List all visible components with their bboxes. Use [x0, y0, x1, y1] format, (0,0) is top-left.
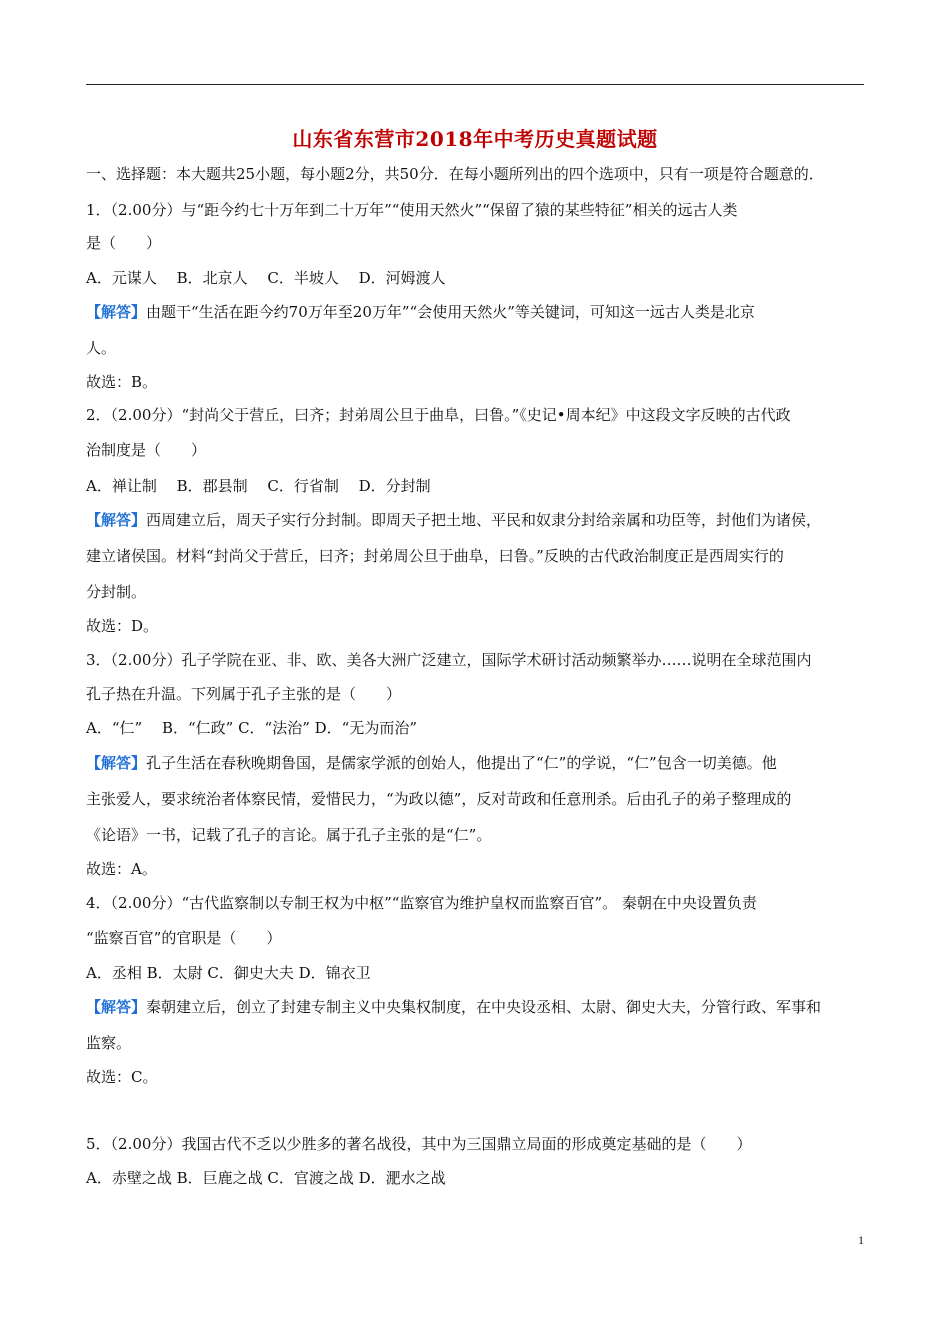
question-2-options: A．禅让制 B．郡县制 C．行省制 D．分封制 — [86, 477, 431, 495]
question-2-answer: 故选：D。 — [86, 617, 159, 635]
question-2-explanation: 【解答】西周建立后，周天子实行分封制。即周天子把土地、平民和奴隶分封给亲属和功臣等，封他们为诸侯， — [86, 511, 822, 529]
answer-tag: 【解答】 — [86, 998, 147, 1016]
question-1-answer: 故选：B。 — [86, 373, 158, 391]
question-4-explanation-cont: 监察。 — [86, 1034, 132, 1052]
question-2-stem: 2．（2.00分）“封尚父于营丘，曰齐；封弟周公旦于曲阜，曰鲁。”《史记•周本纪》中这段文字反映的古代政 — [86, 406, 791, 424]
question-1-stem-cont: 是（ ） — [86, 234, 162, 252]
question-4-stem-cont: “监察百官”的官职是（ ） — [86, 929, 282, 947]
question-4-stem: 4．（2.00分）“古代监察制以专制王权为中枢”“监察官为维护皇权而监察百官”。 秦朝在中央设置负责 — [86, 894, 757, 912]
question-1-explanation-cont: 人。 — [86, 339, 117, 357]
question-3-explanation: 【解答】孔子生活在春秋晚期鲁国，是儒家学派的创始人，他提出了“仁”的学说，“仁”包含一切美德。他 — [86, 754, 777, 772]
question-1-stem: 1．（2.00分）与“距今约七十万年到二十万年”“使用天然火”“保留了猿的某些特征”相关的远古人类 — [86, 201, 738, 219]
question-2-stem-cont: 治制度是（ ） — [86, 441, 207, 459]
page-number: 1 — [858, 1233, 864, 1247]
answer-tag: 【解答】 — [86, 511, 147, 529]
page-title: 山东省东营市2018年中考历史真题试题 — [292, 127, 658, 151]
answer-tag: 【解答】 — [86, 303, 147, 321]
question-3-stem: 3．（2.00分）孔子学院在亚、非、欧、美各大洲广泛建立，国际学术研讨活动频繁举办……说明在全球范围内 — [86, 651, 812, 669]
question-3-stem-cont: 孔子热在升温。下列属于孔子主张的是（ ） — [86, 685, 402, 703]
question-2-explanation-cont: 分封制。 — [86, 583, 147, 601]
question-4-explanation: 【解答】秦朝建立后，创立了封建专制主义中央集权制度，在中央设丞相、太尉、御史大夫，分管行政、军事和 — [86, 998, 822, 1016]
question-5-options: A．赤壁之战 B．巨鹿之战 C．官渡之战 D．淝水之战 — [86, 1169, 446, 1187]
question-4-options: A．丞相 B．太尉 C．御史大夫 D．锦衣卫 — [86, 964, 371, 982]
question-5-stem: 5．（2.00分）我国古代不乏以少胜多的著名战役，其中为三国鼎立局面的形成奠定基础的是（ ） — [86, 1135, 752, 1153]
question-1-options: A．元谋人 B．北京人 C．半坡人 D．河姆渡人 — [86, 269, 446, 287]
header-rule — [86, 84, 864, 85]
question-1-explanation: 【解答】由题干“生活在距今约70万年至20万年”“会使用天然火”等关键词，可知这一远古人类是北京 — [86, 303, 755, 321]
question-3-explanation-cont: 主张爱人，要求统治者体察民情，爱惜民力，“为政以德”，反对苛政和任意刑杀。后由孔子的弟子整理成的 — [86, 790, 792, 808]
answer-tag: 【解答】 — [86, 754, 147, 772]
section-intro: 一、选择题：本大题共25小题，每小题2分，共50分．在每小题所列出的四个选项中，只有一项是符合题意的． — [86, 165, 824, 183]
question-3-explanation-cont: 《论语》一书，记载了孔子的言论。属于孔子主张的是“仁”。 — [86, 826, 492, 844]
question-3-options: A．“仁” B．“仁政” C．“法治” D．“无为而治” — [86, 719, 418, 737]
question-3-answer: 故选：A。 — [86, 860, 157, 878]
question-4-answer: 故选：C。 — [86, 1068, 158, 1086]
question-2-explanation-cont: 建立诸侯国。材料“封尚父于营丘，曰齐；封弟周公旦于曲阜，曰鲁。”反映的古代政治制度正是西周实行的 — [86, 547, 784, 565]
